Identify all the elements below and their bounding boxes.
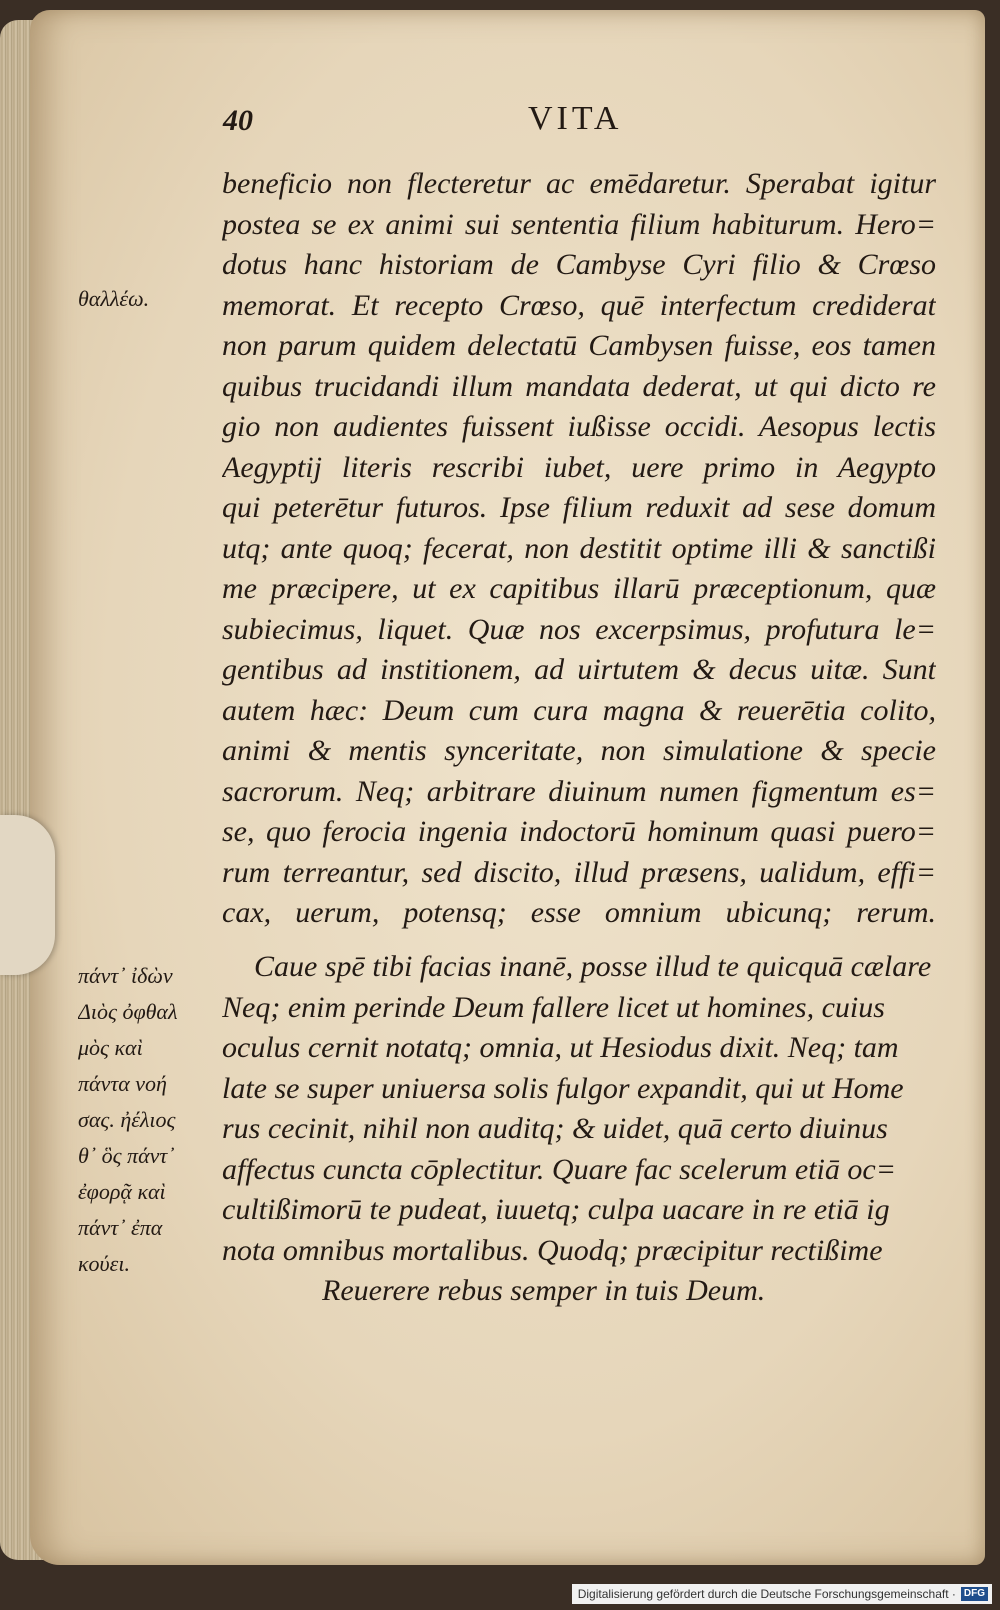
verse-line: Neq; enim perinde Deum fallere licet ut homines, cuius	[222, 990, 885, 1024]
running-title: VITA	[528, 100, 623, 137]
text-line: postea se ex animi sui sententia filium habiturum. Hero=	[222, 207, 936, 241]
greek-margin-line: Διὸς ὀφθαλ	[78, 999, 178, 1024]
greek-margin-line: ἐφορᾷ καὶ	[78, 1179, 166, 1204]
greek-margin-line: πάντ᾽ ἰδὼν	[78, 963, 173, 988]
running-head	[223, 100, 943, 146]
verse-line: Reuerere rebus semper in tuis Deum.	[322, 1274, 766, 1307]
greek-margin-line: σας. ἠέλιος	[78, 1107, 176, 1132]
digitization-footer	[572, 1584, 992, 1604]
greek-margin-line: μὸς καὶ	[78, 1035, 143, 1060]
text-line: gentibus ad institionem, ad uirtutem & decus uitæ. Sunt	[222, 653, 936, 686]
text-line: Aegyptij literis rescribi iubet, uere primo in Aegypto	[222, 450, 936, 484]
verse-line: nota omnibus mortalibus. Quodq; præcipitur rectißime	[222, 1233, 883, 1267]
greek-margin-line: πάντ᾽ ἐπα	[78, 1215, 163, 1240]
text-line: utq; ante quoq; fecerat, non destitit optime illi & sanctißi	[222, 531, 936, 565]
text-line: memorat. Et recepto Crœso, quē interfectum crediderat	[222, 288, 936, 322]
text-line: non parum quidem delectatū Cambysen fuisse, eos tamen	[222, 329, 936, 362]
verse-line: affectus cuncta cōplectitur. Quare fac scelerum etiā oc=	[222, 1152, 896, 1186]
text-line: cax, uerum, potensq; esse omnium ubicunq; rerum.	[222, 896, 936, 929]
dfg-logo: DFG	[961, 1587, 988, 1601]
book-clasp	[0, 815, 55, 975]
greek-margin-line: θ᾽ ὃς πάντ᾽	[78, 1143, 175, 1168]
text-line: qui peterētur futuros. Ipse filium reduxit ad sese domum	[222, 491, 936, 524]
greek-margin-line: πάντα νοή	[78, 1071, 167, 1096]
text-line: subiecimus, liquet. Quæ nos excerpsimus, profutura le=	[222, 612, 936, 646]
marginal-note: θαλλέω.	[78, 286, 150, 311]
text-line: beneficio non flecteretur ac emēdaretur. Sperabat igitur	[222, 167, 936, 200]
text-line: dotus hanc historiam de Cambyse Cyri filio & Crœso	[222, 248, 936, 281]
greek-margin-line: κούει.	[78, 1251, 130, 1276]
text-line: gio non audientes fuissent iußisse occidi. Aesopus lectis	[222, 410, 936, 443]
text-line: animi & mentis synceritate, non simulatione & specie	[222, 734, 936, 767]
footer-text: Digitalisierung gefördert durch die Deutsche Forschungsgemeinschaft ·	[577, 1587, 956, 1601]
verse-line: late se super uniuersa solis fulgor expandit, qui ut Home	[222, 1071, 904, 1105]
verse-line: cultißimorū te pudeat, iuuetq; culpa uacare in re etiā ig	[222, 1193, 890, 1226]
text-line: autem hæc: Deum cum cura magna & reuerētia colito,	[222, 693, 936, 727]
page-number: 40	[223, 104, 253, 137]
text-line: se, quo ferocia ingenia indoctorū hominum quasi puero=	[222, 815, 936, 848]
verse-line: oculus cernit notatq; omnia, ut Hesiodus dixit. Neq; tam	[222, 1031, 899, 1064]
verse-line: Caue spē tibi facias inanē, posse illud te quicquā cælare	[254, 950, 932, 983]
text-line: quibus trucidandi illum mandata dederat, ut qui dicto re	[222, 369, 936, 403]
verse-line: rus cecinit, nihil non auditq; & uidet, quā certo diuinus	[222, 1112, 888, 1145]
text-line: rum terreantur, sed discito, illud præsens, ualidum, effi=	[222, 855, 936, 889]
text-line: sacrorum. Neq; arbitrare diuinum numen figmentum es=	[222, 774, 936, 808]
text-line: me præcipere, ut ex capitibus illarū præceptionum, quæ	[222, 572, 936, 605]
